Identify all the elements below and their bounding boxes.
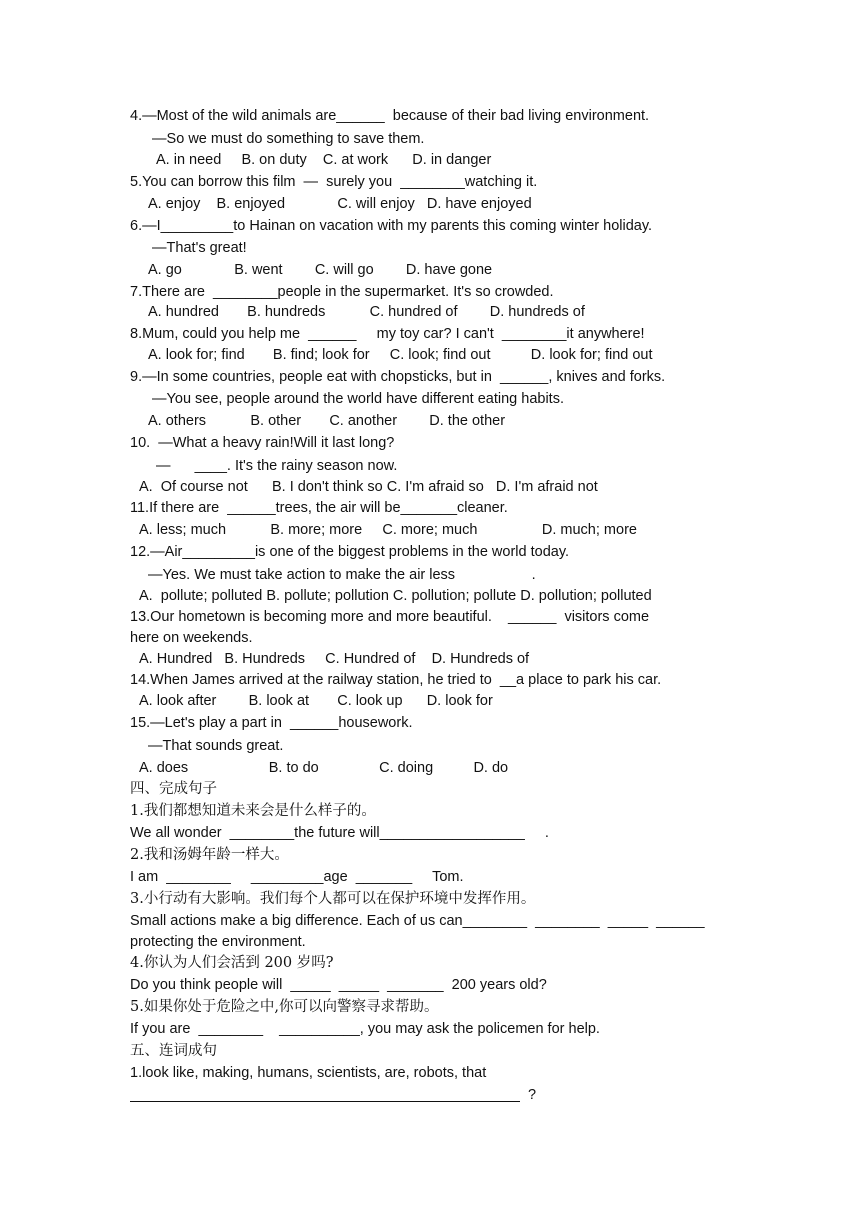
question-11: 11.If there are ______trees, the air will be_______cleaner. — [130, 500, 508, 516]
answer-line — [130, 1101, 520, 1102]
question-5-options: A. enjoy B. enjoyed C. will enjoy D. have enjoyed — [148, 196, 532, 212]
question-10-reply: — ____. It's the rainy season now. — [156, 458, 398, 474]
word-order-item-1: 1.look like, making, humans, scientists, are, robots, that — [130, 1065, 487, 1081]
section-4-heading: 四、完成句子 — [130, 781, 217, 797]
question-9-options: A. others B. other C. another D. the other — [148, 413, 506, 429]
question-14: 14.When James arrived at the railway station, he tried to __a place to park his car. — [130, 672, 662, 688]
question-12-reply: —Yes. We must take action to make the air less . — [148, 567, 536, 583]
question-mark: ? — [528, 1087, 537, 1103]
sentence-5-english: If you are ________ __________, you may ask the policemen for help. — [130, 1021, 600, 1037]
question-13: 13.Our hometown is becoming more and more beautiful. ______ visitors come — [130, 609, 650, 625]
question-8-options: A. look for; find B. find; look for C. look; find out D. look for; find out — [148, 347, 653, 363]
sentence-4-chinese: 4.你认为人们会活到 200 岁吗? — [130, 955, 334, 971]
question-9: 9.—In some countries, people eat with chopsticks, but in ______, knives and forks. — [130, 369, 666, 385]
sentence-1-chinese: 1.我们都想知道未来会是什么样子的。 — [130, 803, 376, 819]
question-13-options: A. Hundred B. Hundreds C. Hundred of D. Hundreds of — [139, 651, 530, 667]
question-7: 7.There are ________people in the supermarket. It's so crowded. — [130, 284, 554, 300]
question-15-reply: —That sounds great. — [148, 738, 284, 754]
question-15-options: A. does B. to do C. doing D. do — [139, 760, 509, 776]
sentence-3-chinese: 3.小行动有大影响。我们每个人都可以在保护环境中发挥作用。 — [130, 891, 536, 907]
question-6-options: A. go B. went C. will go D. have gone — [148, 262, 493, 278]
question-7-options: A. hundred B. hundreds C. hundred of D. hundreds of — [148, 304, 585, 320]
question-4: 4.—Most of the wild animals are______ because of their bad living environment. — [130, 108, 650, 124]
sentence-1-english: We all wonder ________the future will__________________ . — [130, 825, 549, 841]
sentence-4-english: Do you think people will _____ _____ _______ 200 years old? — [130, 977, 547, 993]
question-13-cont: here on weekends. — [130, 630, 253, 646]
question-10-options: A. Of course not B. I don't think so C. I'm afraid so D. I'm afraid not — [139, 479, 598, 495]
question-14-options: A. look after B. look at C. look up D. look for — [139, 693, 493, 709]
question-6: 6.—I_________to Hainan on vacation with my parents this coming winter holiday. — [130, 218, 653, 234]
question-4-options: A. in need B. on duty C. at work D. in danger — [156, 152, 492, 168]
section-5-heading: 五、连词成句 — [130, 1043, 217, 1059]
sentence-2-english: I am ________ _________age _______ Tom. — [130, 869, 464, 885]
question-12: 12.—Air_________is one of the biggest problems in the world today. — [130, 544, 570, 560]
question-10: 10. —What a heavy rain!Will it last long? — [130, 435, 395, 451]
question-11-options: A. less; much B. more; more C. more; much D. much; more — [139, 522, 637, 538]
question-4-reply: —So we must do something to save them. — [144, 131, 425, 147]
question-6-reply: —That's great! — [144, 240, 247, 256]
sentence-3-english: Small actions make a big difference. Each of us can________ ________ _____ ______ — [130, 913, 705, 929]
sentence-3-english-cont: protecting the environment. — [130, 934, 306, 950]
question-9-reply: —You see, people around the world have different eating habits. — [144, 391, 564, 407]
question-15: 15.—Let's play a part in ______housework. — [130, 715, 413, 731]
question-12-options: A. pollute; polluted B. pollute; pollution C. pollution; pollute D. pollution; polluted — [139, 588, 652, 604]
sentence-5-chinese: 5.如果你处于危险之中,你可以向警察寻求帮助。 — [130, 999, 439, 1015]
question-8: 8.Mum, could you help me ______ my toy car? I can't ________it anywhere! — [130, 326, 645, 342]
sentence-2-chinese: 2.我和汤姆年龄一样大。 — [130, 847, 289, 863]
question-5: 5.You can borrow this film — surely you ________watching it. — [130, 174, 538, 190]
